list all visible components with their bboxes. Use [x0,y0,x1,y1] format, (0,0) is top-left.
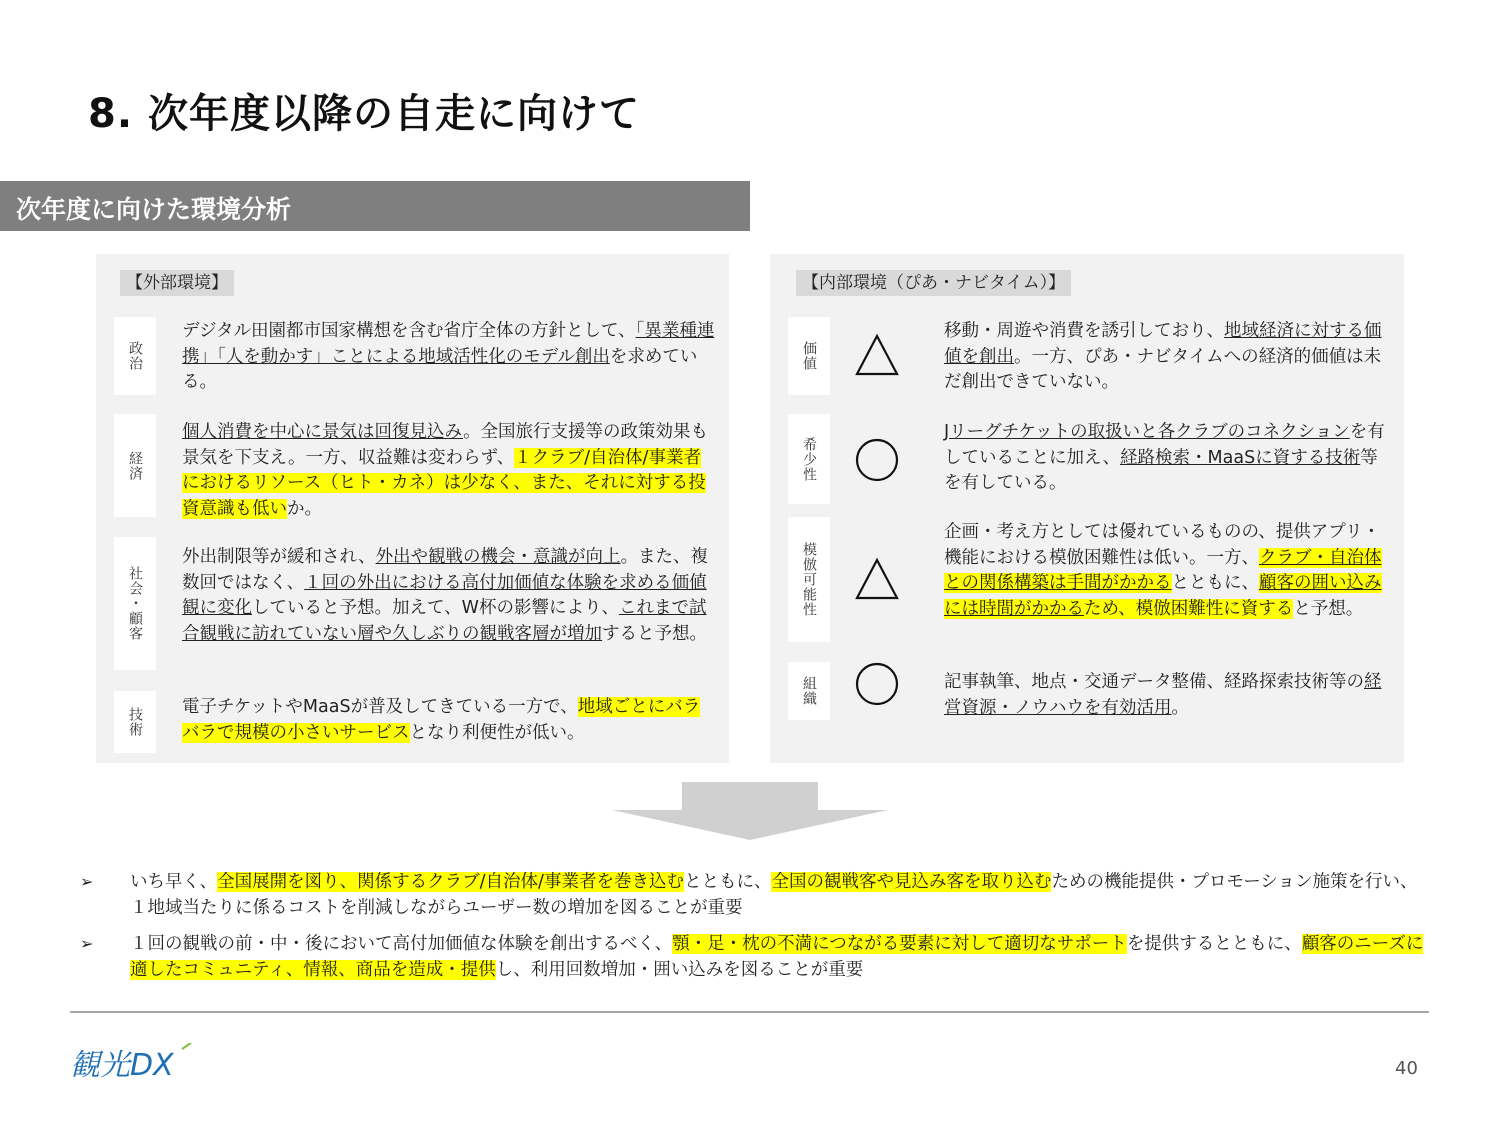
highlighted-text: 顧客のニーズに適したコミュニティ、情報、商品を造成・提供 [130,934,1424,980]
underlined-text: これまで試合観戦に訪れていない層や久しぶりの観戦客層が増加 [182,598,707,644]
text-run: 等を有している。 [944,447,1378,493]
underlined-text: 「異業種連携」「人を動かす」ことによる地域活性化のモデル創出 [182,321,715,367]
section-banner [0,181,750,231]
external-text-economy [182,420,717,522]
highlighted-text: ため、模倣困難性に資する [1084,598,1294,619]
tag-society: 社会・顧客 [114,537,156,670]
underlined-text: 経営資源・ノウハウを有効活用 [944,672,1382,718]
arrow-bullet-icon: ➢ [80,872,94,891]
text-run: となり利便性が低い。 [409,722,585,743]
text-run: 電子チケットやMaaSが普及してきている一方で、 [182,697,578,717]
highlighted-text: 顎・足・枕の不満につながる要素に対して適切なサポート [672,934,1127,954]
conclusion-list [78,869,1428,993]
text-run: を提供するとともに、 [1126,934,1302,954]
conclusion-text [130,934,1423,980]
tag-value: 価値 [788,317,830,395]
external-environment-heading: 【外部環境】 [120,270,234,296]
page-title: 8. 次年度以降の自走に向けて [88,91,640,137]
text-run: すると予想。 [602,623,707,644]
text-run: 外出制限等が緩和され、 [182,547,376,567]
text-run: いち早く、 [130,872,218,892]
highlighted-text: １クラブ/自治体/事業者におけるリソース（ヒト・カネ）は少なく、また、それに対する投資意識も低い [182,447,706,519]
internal-environment-heading: 【内部環境（ぴあ・ナビタイム）】 [796,270,1071,296]
tag-economy: 経済 [114,414,156,517]
text-run: 。 [1171,697,1189,718]
highlighted-text: 全国展開を図り、関係するクラブ/自治体/事業者を巻き込む [217,872,684,892]
external-text-technology [182,695,717,746]
external-text-politics [182,319,717,396]
section-banner-label: 次年度に向けた環境分析 [16,195,292,224]
internal-text-rarity [944,420,1386,497]
tag-rarity: 希少性 [788,414,830,504]
underlined-text: 外出や観戦の機会・意識が向上 [375,547,621,567]
text-run: を有していることに加え、 [944,422,1385,468]
underlined-text: Jリーグチケットの取扱いと各クラブのコネクション [944,422,1350,442]
kanko-dx-logo [70,1043,200,1083]
external-environment-panel [96,254,729,763]
text-run: 。全国旅行支援等の政策効果も景気を下支え。一方、収益難は変わらず、 [182,422,709,468]
tag-organization: 組織 [788,662,830,720]
conclusion-text [130,872,1418,918]
text-run: １回の観戦の前・中・後において高付加価値な体験を創出するべく、 [130,934,673,954]
text-run: を求めている。 [182,346,698,392]
underlined-text: 個人消費を中心に景気は回復見込み [182,422,464,442]
triangle-icon [854,332,900,378]
text-run: 移動・周遊や消費を誘引しており、 [944,321,1224,341]
tag-technology: 技術 [114,691,156,753]
underlined-text: 経路検索・MaaSに資する技術 [1120,447,1361,468]
conclusion-item [78,931,1428,983]
external-text-society [182,545,717,647]
text-run: していると予想。加えて、W杯の影響により、 [252,598,619,618]
circle-icon [854,437,900,483]
page-number: 40 [1395,1058,1418,1079]
text-run: とともに、 [1171,573,1259,593]
highlighted-text: クラブ・自治体との関係構築は手間がかかる [944,547,1382,593]
circle-icon [854,661,900,707]
svg-text:観光DX: 観光DX [70,1048,174,1083]
text-run: 。一方、ぴあ・ナビタイムへの経済的価値は未だ創出できていない。 [944,346,1382,392]
internal-environment-panel [770,254,1404,763]
text-run: と予想。 [1293,598,1364,619]
tag-politics: 政治 [114,317,156,395]
text-run: か。 [287,498,322,519]
highlighted-text: 地域ごとにバラバラで規模の小さいサービス [182,697,701,743]
tag-imitability: 模倣可能性 [788,517,830,642]
internal-text-imitability [944,520,1386,622]
footer-divider [70,1011,1429,1013]
internal-text-organization [944,670,1386,721]
highlighted-text: 顧客の囲い込みには時間がかかる [944,573,1382,619]
triangle-icon [854,556,900,602]
text-run: 。また、複数回ではなく、 [182,547,709,593]
underlined-text: 地域経済に対する価値を創出 [944,321,1382,367]
text-run: 記事執筆、地点・交通データ整備、経路探索技術等の [944,672,1364,692]
text-run: デジタル田園都市国家構想を含む省庁全体の方針として、 [182,321,636,341]
text-run: 企画・考え方としては優れているものの、提供アプリ・機能における模倣困難性は低い。一方、 [944,522,1381,568]
conclusion-item [78,869,1428,921]
down-arrow-icon [612,782,888,840]
text-run: し、利用回数増加・囲い込みを図ることが重要 [495,960,864,980]
underlined-text: １回の外出における高付加価値な体験を求める価値観に変化 [182,572,707,618]
internal-text-value [944,319,1386,396]
text-run: とともに、 [683,872,772,892]
highlighted-text: 全国の観戦客や見込み客を取り込む [771,872,1052,892]
arrow-bullet-icon: ➢ [80,934,94,953]
text-run: ための機能提供・プロモーション施策を行い、１地域当たりに係るコストを削減しながらユーザー数の増加を図ることが重要 [130,872,1418,918]
